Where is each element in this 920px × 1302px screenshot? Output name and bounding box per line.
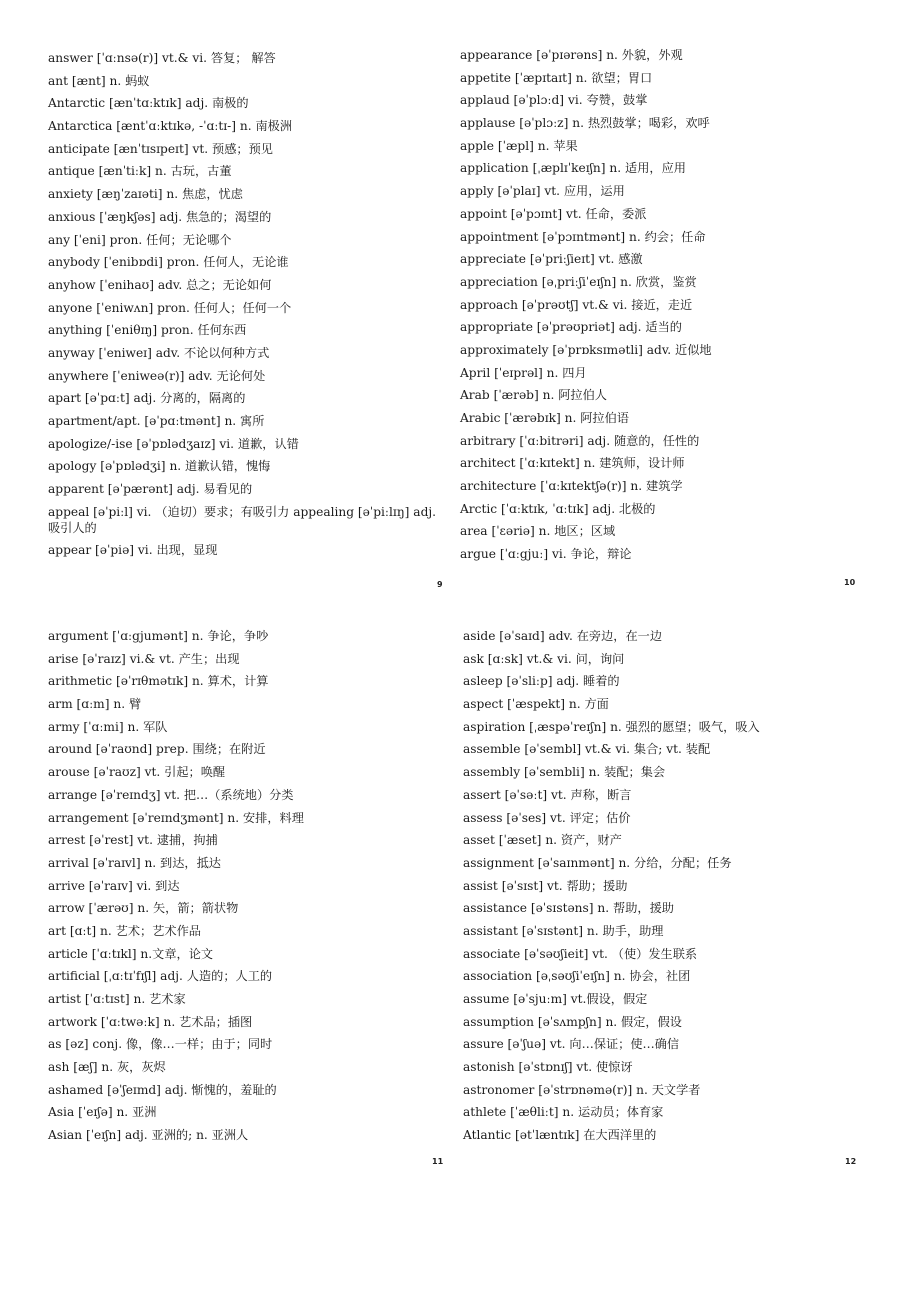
vocab-entry: artwork [ˈɑːtwəːk] n. 艺术品；插图 [48, 1014, 253, 1029]
vocab-entry: assert [əˈsəːt] vt. 声称，断言 [463, 787, 632, 802]
vocab-entry: architect [ˈɑːkɪtekt] n. 建筑师，设计师 [460, 456, 685, 471]
page-number-9: 9 [437, 580, 443, 589]
vocab-entry: anxiety [æŋˈzaɪəti] n. 焦虑，忧虑 [48, 187, 243, 202]
vocab-entry: area [ˈɛəriə] n. 地区；区域 [460, 524, 616, 539]
vocab-entry: Asia [ˈeɪʃə] n. 亚洲 [48, 1105, 157, 1120]
vocab-entry: appetite [ˈæpɪtaɪt] n. 欲望；胃口 [460, 70, 653, 85]
vocab-entry: assemble [əˈsembl] vt.& vi. 集合; vt. 装配 [463, 742, 711, 757]
vocab-entry: army [ˈɑːmi] n. 军队 [48, 719, 168, 734]
vocab-entry: aspect [ˈæspekt] n. 方面 [463, 697, 609, 712]
vocab-entry: ash [æʃ] n. 灰，灰烬 [48, 1060, 166, 1075]
vocab-entry: anyway [ˈeniweɪ] adv. 不论以何种方式 [48, 345, 270, 360]
page-number-11: 11 [432, 1157, 444, 1166]
page-11-entries [48, 628, 458, 1150]
vocab-entry: antique [ænˈtiːk] n. 古玩，古董 [48, 164, 232, 179]
vocab-entry: associate [əˈsəʊʃieit] vt. （使）发生联系 [463, 946, 698, 961]
vocab-entry: ashamed [əˈʃeɪmd] adj. 惭愧的，羞耻的 [48, 1082, 277, 1097]
vocab-entry: arrival [əˈraɪvl] n. 到达，抵达 [48, 855, 221, 870]
vocab-entry: apparent [əˈpærənt] adj. 易看见的 [48, 482, 253, 497]
vocab-entry: assembly [əˈsembli] n. 装配；集会 [463, 765, 666, 780]
vocab-entry: argue [ˈɑːgjuː] vi. 争论，辩论 [460, 547, 632, 562]
vocab-entry: anywhere [ˈeniweə(r)] adv. 无论何处 [48, 368, 266, 383]
vocab-entry: approach [əˈprəʊtʃ] vt.& vi. 接近，走近 [460, 297, 693, 312]
vocab-entry: Asian [ˈeɪʃn] adj. 亚洲的; n. 亚洲人 [48, 1128, 249, 1143]
vocab-entry: arrow [ˈærəʊ] n. 矢，箭；箭状物 [48, 901, 239, 916]
vocab-entry: assess [əˈses] vt. 评定；估价 [463, 810, 631, 825]
vocab-entry: asleep [əˈsliːp] adj. 睡着的 [463, 674, 620, 689]
vocab-entry: article [ˈɑːtɪkl] n.文章，论文 [48, 946, 214, 961]
page-number-10: 10 [844, 578, 856, 587]
vocab-entry: astonish [əˈstɒnɪʃ] vt. 使惊讶 [463, 1060, 633, 1075]
vocab-entry: Atlantic [ətˈlæntɪk] 在大西洋里的 [463, 1128, 657, 1143]
vocab-entry: association [əˌsəʊʃiˈeɪʃn] n. 协会，社团 [463, 969, 691, 984]
vocab-entry: applaud [əˈplɔːd] vi. 夸赞，鼓掌 [460, 93, 648, 108]
vocab-entry: appear [əˈpiə] vi. 出现，显现 [48, 543, 218, 558]
vocab-entry: application [ˌæplɪˈkeɪʃn] n. 适用，应用 [460, 161, 686, 176]
page-number-12: 12 [845, 1157, 857, 1166]
vocab-entry: appearance [əˈpɪərəns] n. 外貌，外观 [460, 48, 683, 62]
vocab-entry: arm [ɑːm] n. 臂 [48, 697, 142, 712]
vocab-entry: anything [ˈeniθɪŋ] pron. 任何东西 [48, 323, 247, 338]
vocab-entry: assumption [əˈsʌmpʃn] n. 假定，假设 [463, 1014, 682, 1029]
vocab-entry: athlete [ˈæθliːt] n. 运动员；体育家 [463, 1105, 664, 1120]
vocab-entry: artificial [ˌɑːtɪˈfɪʃl] adj. 人造的；人工的 [48, 969, 273, 984]
page-9-entries [48, 50, 458, 565]
vocab-entry: any [ˈeni] pron. 任何；无论哪个 [48, 232, 232, 247]
vocab-entry: apart [əˈpɑːt] adj. 分离的，隔离的 [48, 391, 246, 406]
vocab-entry: appointment [əˈpɔɪntmənt] n. 约会；任命 [460, 229, 706, 244]
vocab-entry: Antarctica [æntˈɑːktɪkə, -ˈɑːtɪ-] n. 南极洲 [48, 119, 293, 134]
vocab-entry: appreciate [əˈpriːʃieɪt] vt. 感激 [460, 252, 643, 267]
vocab-entry: ask [ɑːsk] vt.& vi. 问，询问 [463, 651, 625, 666]
vocab-entry: applause [əˈplɔːz] n. 热烈鼓掌；喝彩，欢呼 [460, 116, 710, 131]
vocab-entry: assistant [əˈsɪstənt] n. 助手，助理 [463, 923, 664, 938]
vocab-entry: anxious [ˈæŋkʃəs] adj. 焦急的；渴望的 [48, 209, 272, 224]
vocab-entry: appropriate [əˈprəʊpriət] adj. 适当的 [460, 320, 682, 335]
vocab-entry: arrive [əˈraɪv] vi. 到达 [48, 878, 180, 893]
vocab-entry: artist [ˈɑːtɪst] n. 艺术家 [48, 992, 186, 1006]
vocab-entry: ant [ænt] n. 蚂蚁 [48, 73, 150, 88]
vocab-entry: argument [ˈɑːgjumənt] n. 争论，争吵 [48, 629, 269, 643]
vocab-entry: as [əz] conj. 像，像…一样；由于；同时 [48, 1037, 273, 1052]
vocab-entry: appreciation [əˌpriːʃiˈeɪʃn] n. 欣赏，鉴赏 [460, 274, 697, 289]
vocab-entry: arise [əˈraɪz] vi.& vt. 产生；出现 [48, 651, 240, 666]
vocab-entry: apple [ˈæpl] n. 苹果 [460, 138, 578, 153]
vocab-entry: assistance [əˈsɪstəns] n. 帮助，援助 [463, 901, 674, 916]
vocab-entry: aspiration [ˌæspəˈreɪʃn] n. 强烈的愿望；吸气，吸入 [463, 719, 760, 734]
vocab-entry: Antarctic [ænˈtɑːktɪk] adj. 南极的 [48, 96, 249, 111]
vocab-entry: apply [əˈplaɪ] vt. 应用，运用 [460, 184, 625, 199]
vocab-entry: assume [əˈsjuːm] vt.假设，假定 [463, 992, 648, 1006]
vocab-entry: answer [ˈɑːnsə(r)] vt.& vi. 答复； 解答 [48, 51, 276, 65]
vocab-entry: anyone [ˈeniwʌn] pron. 任何人；任何一个 [48, 300, 292, 315]
vocab-entry: asset [ˈæset] n. 资产，财产 [463, 833, 622, 848]
vocab-entry: Arctic [ˈɑːktɪk, ˈɑːtɪk] adj. 北极的 [460, 501, 656, 516]
vocab-entry: Arab [ˈærəb] n. 阿拉伯人 [460, 388, 607, 403]
page-10-entries [460, 47, 870, 569]
vocab-entry: art [ɑːt] n. 艺术；艺术作品 [48, 923, 201, 938]
vocab-entry: apologize/-ise [əˈpɒlədʒaɪz] vi. 道歉，认错 [48, 436, 299, 451]
page-12-entries [463, 628, 873, 1150]
vocab-entry: Arabic [ˈærəbɪk] n. 阿拉伯语 [460, 411, 629, 425]
vocab-entry: appeal [əˈpiːl] vi. （迫切）要求；有吸引力 appealing [əˈpiːlɪŋ] adj. 吸引人的 [48, 504, 437, 535]
vocab-entry: anybody [ˈenibɒdi] pron. 任何人，无论谁 [48, 255, 289, 270]
vocab-entry: arrangement [əˈreɪndʒmənt] n. 安排，料理 [48, 810, 304, 825]
vocab-entry: astronomer [əˈstrɒnəmə(r)] n. 天文学者 [463, 1082, 701, 1097]
vocab-entry: around [əˈraʊnd] prep. 围绕；在附近 [48, 742, 266, 757]
vocab-entry: April [ˈeɪprəl] n. 四月 [460, 365, 587, 380]
vocab-entry: anticipate [ænˈtɪsɪpeɪt] vt. 预感；预见 [48, 141, 273, 156]
vocab-entry: arithmetic [əˈrɪθmətɪk] n. 算术，计算 [48, 674, 269, 689]
vocab-entry: apartment/apt. [əˈpɑːtmənt] n. 寓所 [48, 414, 265, 428]
vocab-entry: approximately [əˈprɒksɪmətli] adv. 近似地 [460, 342, 712, 357]
vocab-entry: anyhow [ˈenihaʊ] adv. 总之；无论如何 [48, 277, 272, 292]
vocab-entry: architecture [ˈɑːkɪtektʃə(r)] n. 建筑学 [460, 479, 683, 494]
vocab-entry: aside [əˈsaɪd] adv. 在旁边，在一边 [463, 629, 663, 643]
vocab-entry: arrest [əˈrest] vt. 逮捕，拘捕 [48, 833, 218, 848]
vocab-entry: apology [əˈpɒlədʒi] n. 道歉认错，愧悔 [48, 459, 271, 474]
vocab-entry: assignment [əˈsaɪnmənt] n. 分给，分配；任务 [463, 855, 732, 870]
vocab-entry: assist [əˈsɪst] vt. 帮助；援助 [463, 878, 628, 893]
vocab-entry: appoint [əˈpɔɪnt] vt. 任命，委派 [460, 206, 647, 221]
vocab-entry: assure [əˈʃuə] vt. 向…保证；使…确信 [463, 1037, 680, 1052]
vocab-entry: arouse [əˈraʊz] vt. 引起；唤醒 [48, 765, 226, 780]
vocab-entry: arrange [əˈreɪndʒ] vt. 把…（系统地）分类 [48, 787, 294, 802]
vocab-entry: arbitrary [ˈɑːbitrəri] adj. 随意的，任性的 [460, 433, 700, 448]
